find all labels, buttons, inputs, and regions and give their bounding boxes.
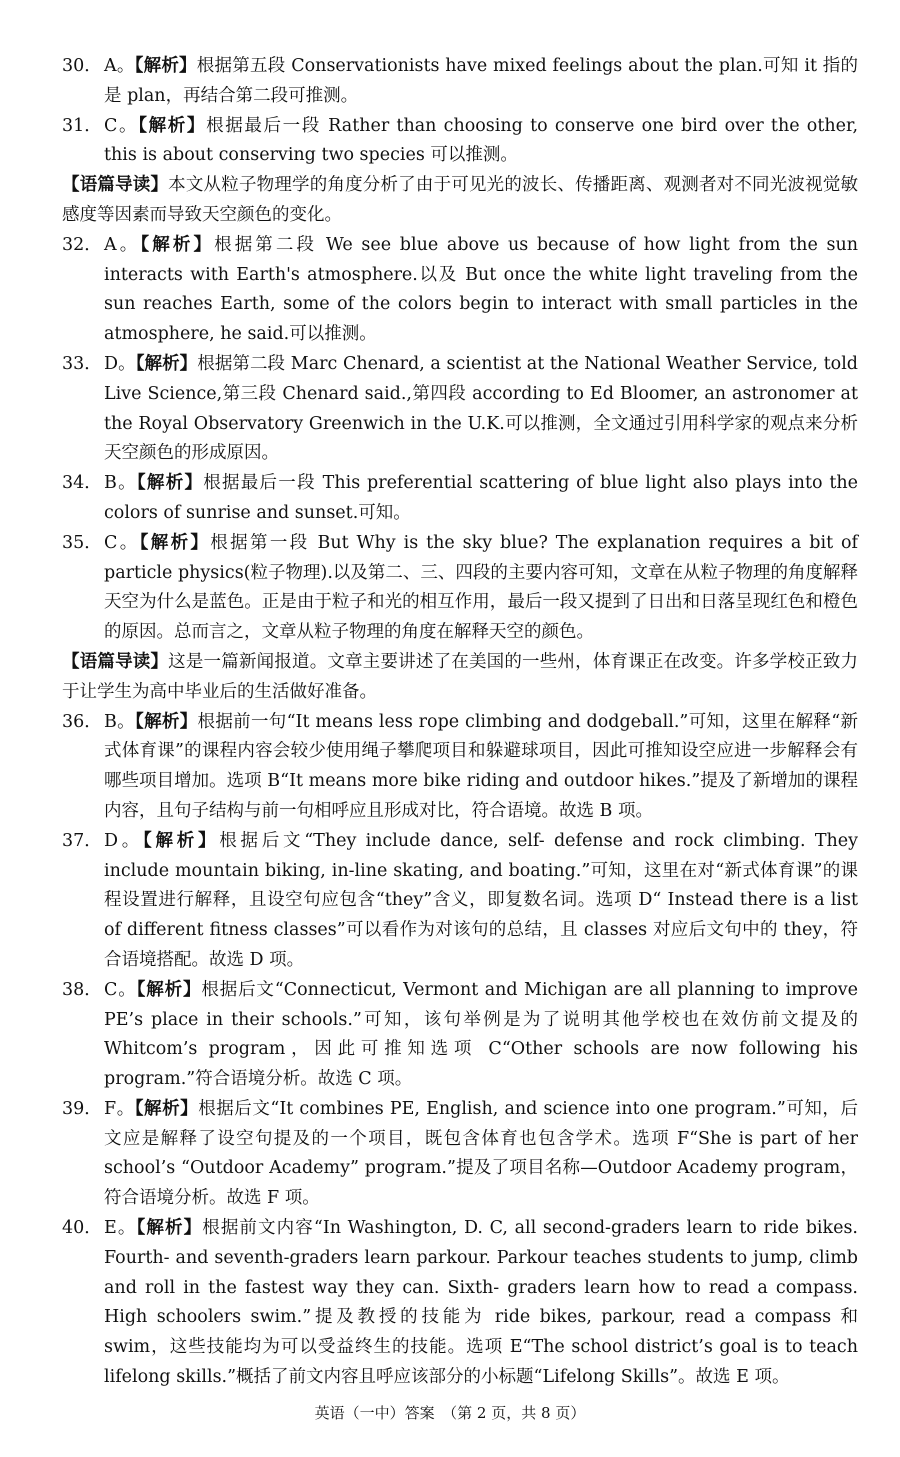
guide-text: 这是一篇新闻报道。文章主要讲述了在美国的一些州，体育课正在改变。许多学校正致力于让学生为高中毕业后的生活做好准备。 [62,651,859,702]
answer-letter: A。 [104,234,141,255]
answer-letter: E。 [104,1218,137,1239]
analysis-text: 根据第二段 We see blue above us because of how light from the sun interacts with Earth's atmosphere.以及 But once the white light traveling from the sun reaches Earth, some of the colors begin to interact with small particles in the atmosphere, he said.可以推测。 [104,234,859,345]
analysis-tag: 【解析】 [143,830,220,851]
answer-item-31 [62,112,858,172]
analysis-text: 根据后文“They include dance, self- defense and rock climbing. They include mountain biking, in-line skating, and boating.”可知，这里在对“新式体育课”的课程设置进行解释，且设空句应包含“they”含义，即复数名词。选项 D“ Instead there is a list of different fitness classes”可以看作为对该句的总结，且 classes 对应后文句中的 they，符合语境搭配。故选 D 项。 [104,830,859,970]
analysis-tag: 【解析】 [134,56,197,76]
page-footer: 英语（一中）答案 （第 2 页，共 8 页） [314,1404,586,1422]
analysis-text: 根据最后一段 This preferential scattering of blue light also plays into the colors of sunrise and sunset.可知。 [104,473,859,523]
analysis-text: 根据后文“It combines PE, English, and science into one program.”可知，后文应是解释了设空句提及的一个项目，既包含体育也包含学术。选项 F“She is part of her school’s “Outdoor Academy” program.”提及了项目名称—Outdoor Academy program，符合语境分析。故选 F 项。 [104,1098,858,1209]
item-number: 33． [62,353,102,374]
item-body [62,708,858,827]
answer-item-33 [62,350,858,469]
answer-letter: B。 [104,473,137,494]
analysis-text: 根据第五段 Conservationists have mixed feelings about the plan.可知 it 指的是 plan，再结合第二段可推测。 [104,56,859,106]
analysis-text: 根据最后一段 Rather than choosing to conserve one bird over the other, this is about conserving two species 可以推测。 [104,115,859,166]
item-body [62,1095,858,1214]
answer-letter: A。 [104,56,135,76]
item-body [62,350,858,469]
analysis-text: 根据第二段 Marc Chenard, a scientist at the National Weather Service, told Live Science,第三段 Chenard said.,第四段 according to Ed Bloomer, an astronomer at the Royal Observatory Greenwich in the U.K.可以推测，全文通过引用科学家的观点来分析天空颜色的形成原因。 [104,353,858,464]
answer-item-30 [62,52,858,112]
item-number: 39． [62,1098,102,1119]
guide-text: 本文从粒子物理学的角度分析了由于可见光的波长、传播距离、观测者对不同光波视觉敏感度等因素而导致天空颜色的变化。 [62,175,859,225]
guide-tag: 【语篇导读】 [62,651,169,672]
analysis-text: 根据前一句“It means less rope climbing and dodgeball.”可知，这里在解释“新式体育课”的课程内容会较少使用绳子攀爬项目和躲避球项目，因此可推知设空应进一步解释会有哪些项目增加。选项 B“It means more bike riding and outdoor hikes.”提及了新增加的课程内容，且句子结构与前一句相呼应且形成对比，符合语境。故选 B 项。 [104,711,858,821]
passage-guide [62,648,858,708]
item-number: 31． [62,115,102,136]
answer-item-39 [62,1095,858,1214]
analysis-text: 根据前文内容“In Washington, D. C, all second-graders learn to ride bikes. Fourth- and seventh-graders learn parkour. Parkour teaches students to jump, climb and roll in the fastest way they can. Sixth- graders learn how to read a compass. High schoolers swim.”提及教授的技能为 ride bikes, parkour, read a compass 和 swim，这些技能均为可以受益终生的技能。选项 E“The school district’s goal is to teach lifelong skills.”概括了前文内容且呼应该部分的小标题“Lifelong Skills”。故选 E 项。 [104,1218,858,1388]
analysis-text: 根据第一段 But Why is the sky blue? The explanation requires a bit of particle physics(粒子物理).以及第二、三、四段的主要内容可知，文章在从粒子物理的角度解释天空为什么是蓝色。正是由于粒子和光的相互作用，最后一段又提到了日出和日落呈现红色和橙色的原因。总而言之，文章从粒子物理的角度在解释天空的颜色。 [104,532,859,643]
item-body [62,469,858,529]
answer-item-37 [62,827,858,976]
answer-letter: D。 [104,830,144,851]
analysis-tag: 【解析】 [135,711,198,732]
analysis-text: 根据后文“Connecticut, Vermont and Michigan are all planning to improve PE’s place in their schools.”可知，该句举例是为了说明其他学校也在效仿前文提及的 Whitcom’s program，因此可推知选项 C“Other schools are now following his program.”符合语境分析。故选 C 项。 [104,979,859,1090]
answer-item-32 [62,231,858,350]
answer-letter: C。 [104,115,139,136]
guide-tag: 【语篇导读】 [62,175,169,196]
item-number: 37． [62,830,102,851]
answer-letter: F。 [104,1098,135,1119]
analysis-tag: 【解析】 [140,234,215,255]
item-body [62,976,858,1095]
analysis-tag: 【解析】 [139,532,211,553]
analysis-tag: 【解析】 [136,979,202,1000]
answer-letter: B。 [104,711,135,732]
item-number: 35． [62,532,102,553]
item-body [62,1214,858,1393]
answer-item-36 [62,708,858,827]
answer-item-38 [62,976,858,1095]
item-number: 36． [62,711,102,732]
answer-letter: C。 [104,979,137,1000]
item-body [62,52,858,112]
answer-item-40 [62,1214,858,1393]
answer-letter: C。 [104,532,140,553]
analysis-tag: 【解析】 [138,115,207,136]
item-body [62,112,858,172]
passage-guide [62,171,858,231]
answer-item-34 [62,469,858,529]
item-body [62,827,858,976]
item-body [62,529,858,648]
analysis-tag: 【解析】 [135,353,198,374]
analysis-tag: 【解析】 [136,1218,203,1239]
item-number: 32． [62,234,102,255]
item-body [62,231,858,350]
analysis-tag: 【解析】 [134,1098,199,1119]
answer-letter: D。 [104,353,136,374]
answer-item-35 [62,529,858,648]
analysis-tag: 【解析】 [136,473,204,494]
item-number: 30． [62,56,102,76]
item-number: 34． [62,473,102,494]
item-number: 38． [62,979,102,1000]
answer-content [62,52,858,1393]
item-number: 40． [62,1218,102,1239]
